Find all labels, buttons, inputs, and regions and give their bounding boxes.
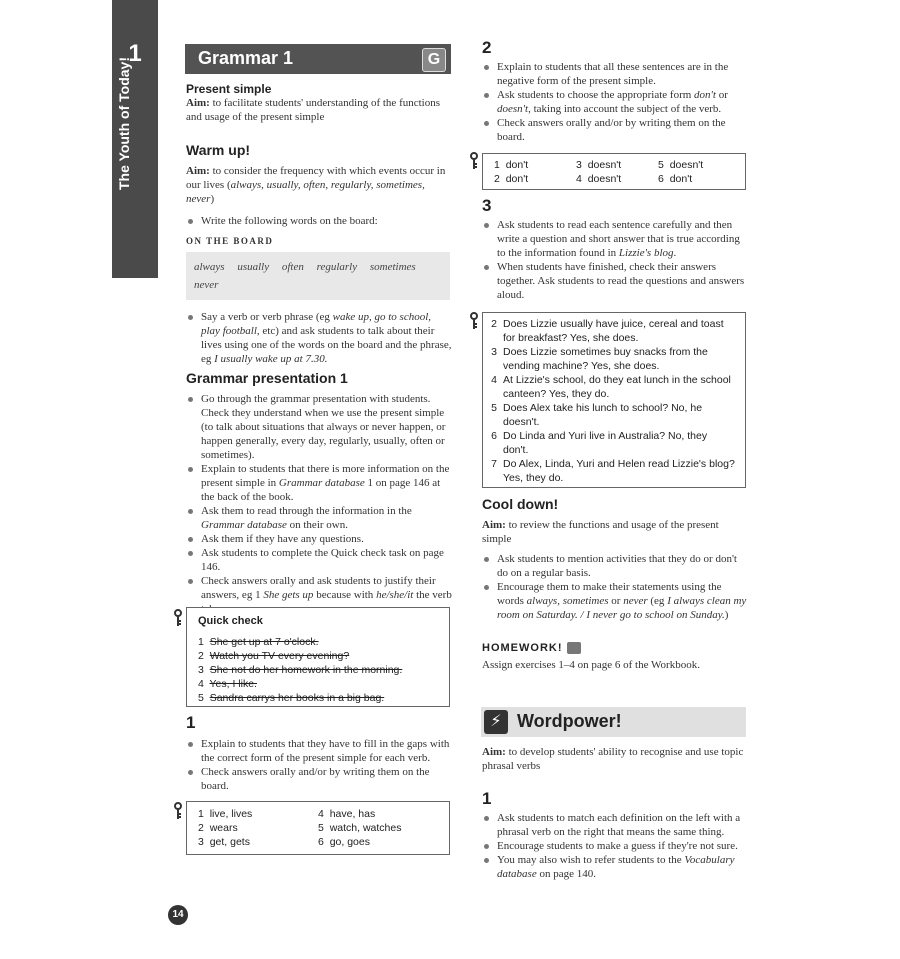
- quick-check-title: Quick check: [198, 615, 263, 627]
- list-item: Ask students to complete the Quick check task on page 146.: [186, 546, 452, 574]
- answer-item: 2 wears: [198, 822, 238, 834]
- list-item: You may also wish to refer students to the Vocabulary database on page 140.: [482, 853, 747, 881]
- answer-key-icon: [173, 609, 183, 627]
- list-item: Explain to students that there is more information on the present simple in Grammar database 1 on page 146 at the back of the book.: [186, 462, 452, 504]
- grammar-g-icon: G: [422, 48, 446, 72]
- list-item: Ask students to match each definition on the left with a phrasal verb on the right that means the same thing.: [482, 811, 747, 839]
- list-item: 2 Watch you TV every evening?: [198, 650, 350, 662]
- exercise-3-answers-box: [482, 312, 746, 488]
- exercise-3-number: 3: [482, 196, 492, 215]
- lightning-icon: ⚡: [484, 710, 508, 734]
- grammar-banner: [185, 44, 451, 74]
- answer-item: 5 Does Alex take his lunch to school? No, he doesn't.: [491, 402, 703, 428]
- answer-item: 3 Does Lizzie sometimes buy snacks from the vending machine? Yes, she does.: [491, 346, 708, 372]
- answer-item: 6 Do Linda and Yuri live in Australia? No, they don't.: [491, 430, 708, 456]
- list-item: Ask them if they have any questions.: [186, 532, 452, 546]
- exercise-2-section: [482, 38, 747, 144]
- warm-up-title: Warm up!: [186, 142, 251, 158]
- list-item: 4 Yes, I like.: [198, 678, 257, 690]
- homework-text: Assign exercises 1–4 on page 6 of the Workbook.: [482, 659, 700, 672]
- answer-item: 4 have, has: [318, 808, 376, 820]
- board-label: ON THE BOARD: [186, 236, 274, 246]
- answer-item: 6 don't: [658, 173, 693, 185]
- grammar-presentation-bullets: [186, 392, 452, 616]
- wordpower-aim: Aim: to develop students' ability to recognise and use topic phrasal verbs: [482, 746, 744, 772]
- board-word: often: [281, 261, 304, 273]
- exercise-1-number: 1: [186, 713, 196, 732]
- homework-title: HOMEWORK!: [482, 642, 747, 654]
- list-item: Encourage students to make a guess if they're not sure.: [482, 839, 747, 853]
- board-word: sometimes: [369, 261, 416, 273]
- unit-sidebar: [112, 0, 158, 278]
- warm-up-bullets-2: [186, 310, 452, 366]
- answer-item: 2 don't: [494, 173, 529, 185]
- answer-item: 5 doesn't: [658, 159, 704, 171]
- board-word: never: [194, 279, 219, 291]
- answer-item: 3 doesn't: [576, 159, 622, 171]
- quick-check-list: [198, 635, 443, 705]
- answer-key-icon: [173, 802, 183, 820]
- wordpower-bullets: [482, 811, 747, 881]
- list-item: 3 She not do her homework in the morning.: [198, 664, 403, 676]
- list-item: Ask students to mention activities that they do or don't do on a regular basis.: [482, 552, 747, 580]
- board-word: usually: [237, 261, 270, 273]
- grammar-title: Grammar 1: [198, 48, 294, 68]
- answer-item: 7 Do Alex, Linda, Yuri and Helen read Lizzie's blog? Yes, they do.: [491, 458, 735, 484]
- list-item: Explain to students that they have to fill in the gaps with the correct form of the present simple for each verb.: [186, 737, 452, 765]
- grammar-presentation-section: [186, 370, 452, 616]
- wordpower-exercise-number: 1: [482, 789, 492, 808]
- list-item: Encourage them to make their statements using the words always, sometimes or never (eg I always clean my room on Saturday. / I never go to school on Sunday.): [482, 580, 747, 622]
- exercise-2-number: 2: [482, 38, 492, 57]
- list-item: Ask students to read each sentence carefully and then write a question and short answer that is true according to the information found in Lizzie's blog.: [482, 218, 747, 260]
- list-item: Check answers orally and ask students to justify their answers, eg 1 She gets up because with he/she/it the verb: [186, 574, 452, 616]
- wordpower-banner: [481, 707, 746, 737]
- present-simple-section: [186, 82, 452, 124]
- workbook-icon: [567, 642, 581, 654]
- warm-up-bullets-1: [186, 214, 452, 228]
- list-item: Ask them to read through the information in the Grammar database on their own.: [186, 504, 452, 532]
- answer-item: 5 watch, watches: [318, 822, 402, 834]
- exercise-3-bullets: [482, 218, 747, 302]
- board-word: regularly: [316, 261, 358, 273]
- quick-check-box: [186, 607, 450, 707]
- unit-title: The Youth of Today!: [116, 57, 132, 190]
- grammar-presentation-title: Grammar presentation 1: [186, 370, 348, 386]
- answer-item: 2 Does Lizzie usually have juice, cereal and toast for breakfast? Yes, she does.: [491, 318, 724, 344]
- list-item: Go through the grammar presentation with students. Check they understand when we use the present simple (to talk about situations that always or never happen, or happen generally, every day, regularly, usually, often or sometimes).: [186, 392, 452, 462]
- answer-item: 6 go, goes: [318, 836, 370, 848]
- page-number: 14: [168, 905, 188, 925]
- cool-down-title: Cool down!: [482, 496, 559, 512]
- exercise-1-bullets: [186, 737, 452, 793]
- homework-section: [482, 642, 747, 672]
- exercise-1-answers-box: [186, 801, 450, 855]
- list-item: Write the following words on the board:: [186, 214, 452, 228]
- answer-key-icon: [469, 152, 479, 170]
- warm-up-aim: Aim: to consider the frequency with which events occur in our lives (always, usually, often, regularly, sometimes, never): [186, 165, 446, 205]
- board-word: always: [194, 261, 225, 273]
- cool-down-aim: Aim: to review the functions and usage of the present simple: [482, 519, 719, 545]
- cool-down-bullets: [482, 552, 747, 622]
- list-item: Explain to students that all these sentences are in the negative form of the present simple.: [482, 60, 747, 88]
- present-simple-title: Present simple: [186, 82, 272, 96]
- list-item: Say a verb or verb phrase (eg wake up, go to school, play football, etc) and ask students to talk about their lives using one of the words on the board and the phrase, eg I usually wake up at 7.30.: [186, 310, 452, 366]
- exercise-1-answers: [198, 807, 438, 849]
- wordpower-title: Wordpower!: [517, 711, 622, 731]
- exercise-2-answers-box: [482, 153, 746, 190]
- list-item: 5 Sandra carrys her books in a big bag.: [198, 692, 385, 704]
- exercise-3-answers: [489, 317, 735, 485]
- exercise-1-section: [186, 713, 452, 793]
- exercise-2-bullets: [482, 60, 747, 144]
- warm-up-section: [186, 142, 452, 366]
- answer-item: 1 live, lives: [198, 808, 253, 820]
- list-item: Check answers orally and/or by writing them on the board.: [186, 765, 452, 793]
- on-the-board-box: [186, 252, 450, 300]
- list-item: 1 She get up at 7 o'clock.: [198, 636, 319, 648]
- answer-item: 1 don't: [494, 159, 529, 171]
- present-simple-aim: Aim: to facilitate students' understanding of the functions and usage of the present simple: [186, 97, 441, 123]
- exercise-3-section: [482, 196, 747, 302]
- unit-number: 1: [128, 40, 142, 67]
- list-item: When students have finished, check their answers together. Ask students to read the questions and answers aloud.: [482, 260, 747, 302]
- exercise-2-answers: [494, 158, 740, 186]
- answer-key-icon: [469, 312, 479, 330]
- list-item: Check answers orally and/or by writing them on the board.: [482, 116, 747, 144]
- answer-item: 3 get, gets: [198, 836, 250, 848]
- wordpower-section: [482, 745, 747, 881]
- cool-down-section: [482, 496, 747, 622]
- list-item: Ask students to choose the appropriate form don't or doesn't, taking into account the subject of the verb.: [482, 88, 747, 116]
- answer-item: 4 At Lizzie's school, do they eat lunch in the school canteen? Yes, they do.: [491, 374, 731, 400]
- answer-item: 4 doesn't: [576, 173, 622, 185]
